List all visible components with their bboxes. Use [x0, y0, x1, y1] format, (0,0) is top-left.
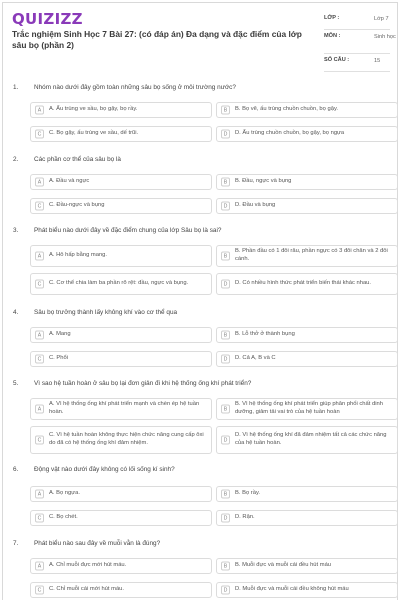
- option-letter: C: [35, 355, 44, 364]
- option-text: D. Vì hệ thống ống khí đã đảm nhiệm tất cả các chức năng của hệ tuần hoàn.: [235, 432, 387, 446]
- option-letter: C: [35, 280, 44, 289]
- quizizz-logo: QUIZIZZ: [12, 10, 83, 28]
- option-b[interactable]: [216, 245, 398, 267]
- option-letter: C: [35, 586, 44, 595]
- option-letter: B: [221, 405, 230, 414]
- option-text: A. Vì hệ thống ống khí phát triển mạnh và chèn ép hệ tuần hoàn.: [49, 401, 200, 415]
- option-d[interactable]: [216, 582, 398, 598]
- meta-subject: [324, 30, 396, 54]
- option-d[interactable]: [216, 198, 398, 214]
- option-text: C. Đầu-ngực và bụng: [49, 202, 105, 209]
- option-letter: D: [221, 130, 230, 139]
- option-text: D. Ấu trùng chuồn chuồn, bọ gậy, bọ ngựa: [235, 130, 345, 137]
- meta-subject-value: Sinh học: [374, 34, 396, 40]
- option-a[interactable]: [30, 398, 212, 420]
- option-b[interactable]: [216, 558, 398, 574]
- option-b[interactable]: [216, 174, 398, 190]
- option-text: A. Bọ ngựa.: [49, 490, 80, 497]
- option-c[interactable]: [30, 426, 212, 454]
- question-6: [10, 466, 390, 522]
- option-text: B. Phần đầu có 1 đôi râu, phần ngực có 3 đôi chân và 2 đôi cánh.: [235, 248, 388, 262]
- option-text: D. Cả A, B và C: [235, 355, 276, 362]
- option-text: D. Đầu và bụng: [235, 202, 276, 209]
- question-2: [10, 156, 390, 210]
- option-text: B. Lỗ thở ở thành bụng: [235, 331, 295, 338]
- meta-class: [324, 12, 390, 30]
- option-b[interactable]: [216, 398, 398, 420]
- option-text: C. Bọ chét.: [49, 514, 78, 521]
- option-a[interactable]: [30, 245, 212, 267]
- option-text: A. Mang: [49, 331, 71, 338]
- worksheet-header: [12, 10, 396, 70]
- option-letter: C: [35, 436, 44, 445]
- option-text: A. Hô hấp bằng mang.: [49, 252, 108, 259]
- option-c[interactable]: [30, 351, 212, 367]
- option-letter: D: [221, 202, 230, 211]
- option-letter: B: [221, 562, 230, 571]
- option-letter: A: [35, 562, 44, 571]
- question-text: Động vật nào dưới đây không có lối sống kí sinh?: [34, 466, 175, 473]
- question-3: [10, 227, 390, 288]
- option-letter: A: [35, 252, 44, 261]
- option-letter: C: [35, 202, 44, 211]
- option-letter: D: [221, 436, 230, 445]
- question-number: 3.: [13, 227, 19, 234]
- meta-subject-label: MÔN :: [324, 33, 341, 39]
- question-text: Các phần cơ thể của sâu bọ là: [34, 156, 121, 163]
- option-letter: D: [221, 586, 230, 595]
- question-text: Nhóm nào dưới đây gồm toàn những sâu bọ sống ở môi trường nước?: [34, 84, 236, 91]
- option-letter: B: [221, 490, 230, 499]
- option-c[interactable]: [30, 582, 212, 598]
- option-letter: D: [221, 514, 230, 523]
- option-text: B. Muỗi đực và muỗi cái đều hút máu: [235, 562, 332, 569]
- option-letter: C: [35, 514, 44, 523]
- option-text: C. Bọ gậy, ấu trùng ve sầu, dế trũi.: [49, 130, 139, 137]
- option-letter: A: [35, 490, 44, 499]
- option-text: B. Vì hệ thống ống khí phát triển giúp phân phối chất dinh dưỡng, giảm tải vai trò của hệ tuần hoàn: [235, 401, 383, 415]
- meta-count-value: 15: [374, 58, 381, 64]
- option-letter: B: [221, 331, 230, 340]
- option-letter: B: [221, 178, 230, 187]
- question-4: [10, 309, 390, 363]
- option-text: B. Bọ vẽ, ấu trùng chuồn chuồn, bọ gậy.: [235, 106, 339, 113]
- question-text: Phát biểu nào sau đây về muỗi vằn là đúng?: [34, 540, 161, 547]
- option-a[interactable]: [30, 327, 212, 343]
- question-text: Vì sao hệ tuần hoàn ở sâu bọ lại đơn giản đi khi hệ thống ống khí phát triển?: [34, 380, 252, 387]
- option-b[interactable]: [216, 486, 398, 502]
- option-letter: A: [35, 405, 44, 414]
- question-text: Sâu bọ trưởng thành lấy không khí vào cơ thể qua: [34, 309, 178, 316]
- option-text: C. Phổi: [49, 355, 69, 362]
- question-5: [10, 380, 390, 446]
- option-d[interactable]: [216, 510, 398, 526]
- option-text: A. Ấu trùng ve sầu, bọ gậy, bọ rầy.: [49, 106, 138, 113]
- option-letter: A: [35, 331, 44, 340]
- option-text: A. Đầu và ngực: [49, 178, 90, 185]
- option-letter: D: [221, 280, 230, 289]
- meta-count-label: SỐ CÂU :: [324, 57, 350, 63]
- option-letter: D: [221, 355, 230, 364]
- option-d[interactable]: [216, 351, 398, 367]
- option-b[interactable]: [216, 327, 398, 343]
- page-title: Trắc nghiệm Sinh Học 7 Bài 27: (có đáp án) Đa dạng và đặc điểm của lớp sâu bọ (phần 2): [12, 29, 302, 50]
- option-text: D. Có nhiều hình thức phát triển biến thái khác nhau.: [235, 280, 372, 287]
- option-letter: B: [221, 252, 230, 261]
- question-number: 1.: [13, 84, 19, 91]
- option-a[interactable]: [30, 102, 212, 118]
- question-number: 6.: [13, 466, 19, 473]
- option-letter: C: [35, 130, 44, 139]
- question-number: 2.: [13, 156, 19, 163]
- option-letter: A: [35, 178, 44, 187]
- option-text: B. Đầu, ngực và bụng: [235, 178, 292, 185]
- option-text: B. Bọ rầy.: [235, 490, 261, 497]
- option-letter: A: [35, 106, 44, 115]
- option-a[interactable]: [30, 558, 212, 574]
- meta-class-label: LỚP :: [324, 15, 340, 21]
- option-text: D. Rận.: [235, 514, 255, 521]
- meta-count: [324, 54, 390, 72]
- option-b[interactable]: [216, 102, 398, 118]
- question-number: 5.: [13, 380, 19, 387]
- option-d[interactable]: [216, 426, 398, 454]
- option-text: D. Muỗi đực và muỗi cái đều không hút máu: [235, 586, 349, 593]
- question-number: 4.: [13, 309, 19, 316]
- option-letter: B: [221, 106, 230, 115]
- question-1: [10, 84, 390, 138]
- option-c[interactable]: [30, 126, 212, 142]
- option-c[interactable]: [30, 273, 212, 295]
- meta-class-value: Lớp 7: [374, 16, 389, 22]
- option-text: C. Vì hệ tuần hoàn không thực hiện chức năng cung cấp ôxi do đã có hệ thống ống khí đảm nhiệm.: [49, 432, 204, 446]
- option-d[interactable]: [216, 273, 398, 295]
- option-text: C. Cơ thể chia làm ba phần rõ rệt: đầu, ngực và bụng.: [49, 280, 189, 287]
- worksheet-meta: [324, 12, 396, 72]
- question-number: 7.: [13, 540, 19, 547]
- option-c[interactable]: [30, 510, 212, 526]
- option-text: A. Chỉ muỗi đực mới hút máu.: [49, 562, 127, 569]
- option-text: C. Chỉ muỗi cái mới hút máu.: [49, 586, 124, 593]
- option-d[interactable]: [216, 126, 398, 142]
- option-a[interactable]: [30, 486, 212, 502]
- option-c[interactable]: [30, 198, 212, 214]
- option-a[interactable]: [30, 174, 212, 190]
- question-text: Phát biểu nào dưới đây về đặc điểm chung của lớp Sâu bọ là sai?: [34, 227, 222, 234]
- question-7: [10, 540, 390, 594]
